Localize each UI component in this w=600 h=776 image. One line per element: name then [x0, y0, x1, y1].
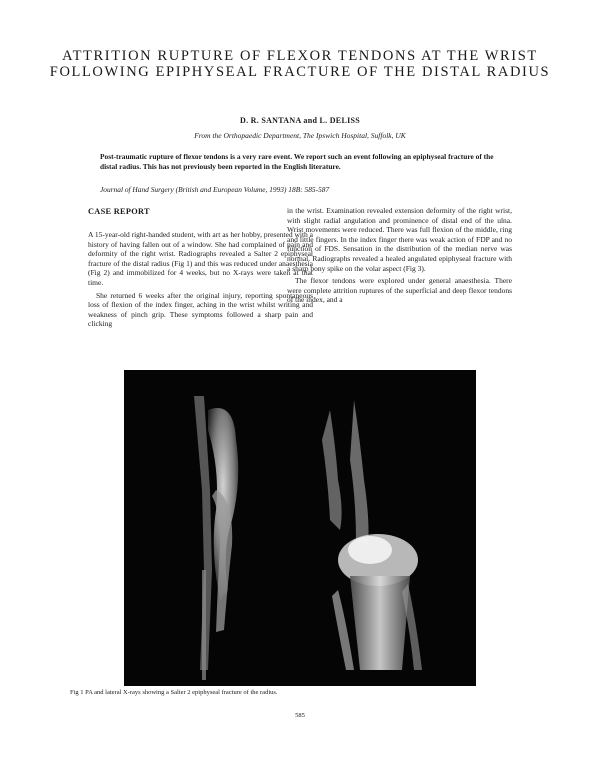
- body-column-left: [88, 230, 313, 329]
- body-column-right: [287, 206, 512, 305]
- article-authors: D. R. SANTANA and L. DELISS: [240, 116, 360, 125]
- journal-citation: Journal of Hand Surgery (British and European Volume, 1993) 18B: 585-587: [100, 185, 330, 194]
- article-title: ATTRITION RUPTURE OF FLEXOR TENDONS AT THE WRIST FOLLOWING EPIPHYSEAL FRACTURE OF THE DISTAL RADIUS: [49, 48, 551, 80]
- body-paragraph: in the wrist. Examination revealed extension deformity of the right wrist, with slight radial angulation and prominence of distal end of the ulna. Wrist movements were reduced. There was full flexion of the middle, ring and little fingers. In the index finger there was weak action of FDP and no function of FDS. Sensation in the distribution of the median nerve was normal. Radiographs revealed a healed angulated epiphyseal fracture with a sharp bony spike on the volar aspect (Fig 3).: [287, 206, 512, 273]
- article-affiliation: From the Orthopaedic Department, The Ipswich Hospital, Suffolk, UK: [194, 131, 406, 140]
- xray-figure: [124, 370, 476, 686]
- body-paragraph: The flexor tendons were explored under general anaesthesia. There were complete attrition ruptures of the superficial and deep flexor tendons of the index, and a: [287, 276, 512, 305]
- figure-caption: Fig 1 PA and lateral X-rays showing a Salter 2 epiphyseal fracture of the radius.: [70, 689, 278, 696]
- page-number: 585: [295, 712, 305, 719]
- section-heading: CASE REPORT: [88, 207, 150, 216]
- xray-image: [124, 370, 476, 686]
- body-paragraph: She returned 6 weeks after the original injury, reporting spontaneous loss of flexion of the index finger, aching in the wrist whilst writing and weakness of pinch grip. These symptoms followed a sharp pain and clicking: [88, 290, 313, 329]
- body-paragraph: A 15-year-old right-handed student, with art as her hobby, presented with a history of having fallen out of a window. She had complained of pain and deformity of the right wrist. Radiographs revealed a Salter 2 epiphyseal fracture of the distal radius (Fig 1) and this was reduced under anaesthesia (Fig 2) and immobilized for 4 weeks, but no X-rays were taken at that time.: [88, 230, 313, 287]
- article-abstract: Post-traumatic rupture of flexor tendons is a very rare event. We report such an event following an epiphyseal fracture of the distal radius. This has not previously been reported in the English literature.: [100, 152, 494, 171]
